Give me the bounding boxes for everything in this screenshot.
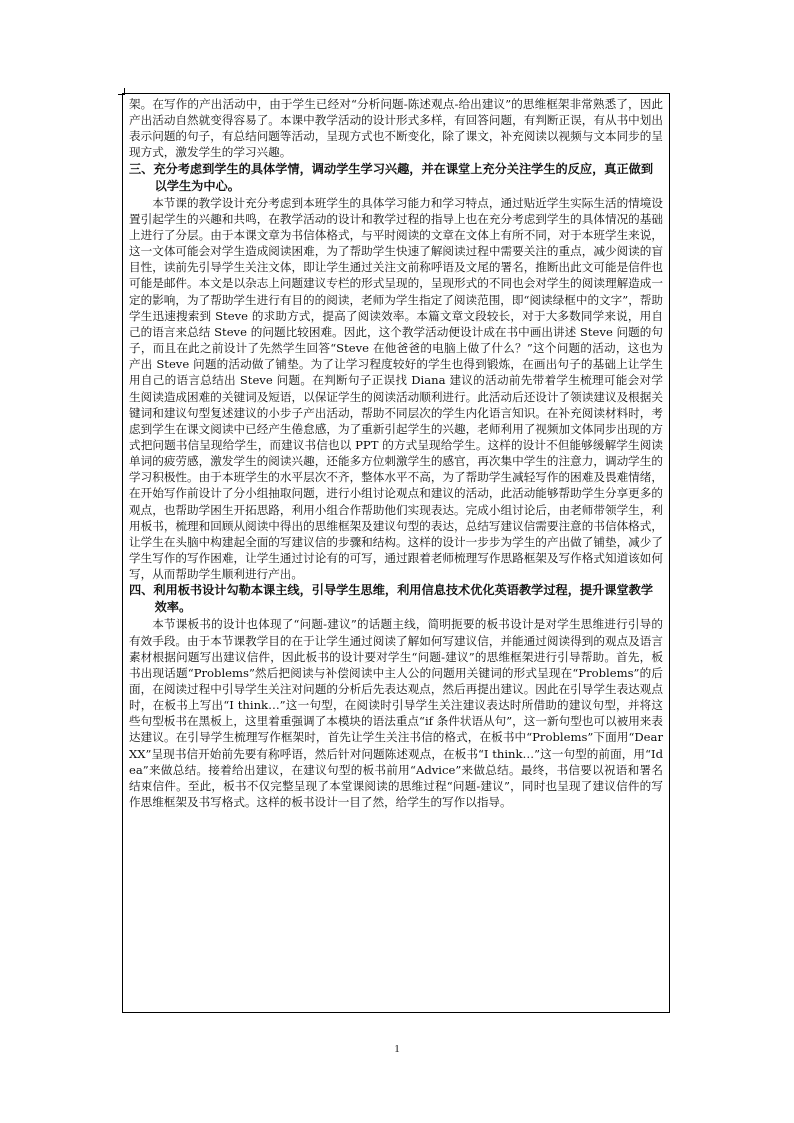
section-4-paragraph: 本节课板书的设计也体现了“问题-建议”的话题主线，简明扼要的板书设计是对学生思维进行引导的有效手段。由于本节课教学目的在于让学生通过阅读了解如何写建议信，并能通过阅读得到的观点及语言素材根据问题写出建议信件，因此板书的设计要对学生“问题-建议”的思维框架进行引导帮助。首先，板书出现话题“Problems”然后把阅读与补偿阅读中主人公的问题用关键词的形式呈现在“Problems”的后面，在阅读过程中引导学生关注对问题的分析后先表达观点，然后再提出建议。因此在引导学生表达观点时，在板书上写出“I think…”这一句型，在阅读时引导学生关注建议表达时所借助的建议句型，并将这些句型板书在黑板上，这里着重强调了本模块的语法重点“if 条件状语从句”，这一新句型也可以被用来表达建议。在引导学生梳理写作框架时，首先让学生关注书信的格式，在板书中“Problems”下面用“DearXX”呈现书信开始前先要有称呼语，然后针对问题陈述观点，在板书“I think…”这一句型的前面，用“Idea”来做总结。接着给出建议，在建议句型的板书前用“Advice”来做总结。最终，书信要以祝语和署名结束信件。至此，板书不仅完整呈现了本堂课阅读的思维过程“问题-建议”，同时也呈现了建议信件的写作思维框架及书写格式。这样的板书设计一目了然，给学生的写作以指导。	[129, 617, 663, 810]
section-4-heading: 四、利用板书设计勾勒本课主线，引导学生思维，利用信息技术优化英语教学过程，提升课堂教学效率。	[129, 583, 654, 615]
section-3-paragraph: 本节课的教学设计充分考虑到本班学生的具体学习能力和学习特点，通过贴近学生实际生活的情境设置引起学生的兴趣和共鸣，在教学活动的设计和教学过程的指导上也在充分考虑到学生的具体情况的基础上进行了分层。由于本课文章为书信体格式，与平时阅读的文章在文体上有所不同，对于本班学生来说，这一文体可能会对学生造成阅读困难，为了帮助学生快速了解阅读过程中需要关注的重点，减少阅读的盲目性，读前先引导学生关注文体，即让学生通过关注文前称呼语及文尾的署名，推断出此文可能是信件也可能是邮件。本文是以杂志上问题建议专栏的形式呈现的，呈现形式的不同也会对学生的阅读理解造成一定的影响，为了帮助学生进行有目的的阅读，老师为学生指定了阅读范围，即“阅读绿框中的文字”，帮助学生迅速搜索到 Steve 的求助方式，提高了阅读效率。本篇文章文段较长，对于大多数同学来说，用自己的语言来总结 Steve 的问题比较困难。因此，这个教学活动便设计成在书中画出讲述 Steve 问题的句子，而且在此之前设计了先然学生回答“Steve 在他爸爸的电脑上做了什么？”这个问题的活动，这也为产出 Steve 问题的活动做了铺垫。为了让学习程度较好的学生也得到锻炼，在画出句子的基础上让学生用自己的语言总结出 Steve 问题。在判断句子正误找 Diana 建议的活动前先带着学生梳理可能会对学生阅读造成困难的关键词及短语，以保证学生的阅读活动顺利进行。此活动后还设计了领读建议及根据关键词和建议句型复述建议的小步子产出活动，帮助不同层次的学生内化语言知识。在补充阅读材料时，考虑到学生在课文阅读中已经产生倦怠感，为了重新引起学生的兴趣，老师利用了视频加文体同步出现的方式把问题书信呈现给学生，而建议书信也以 PPT 的方式呈现给学生。这样的设计不但能够缓解学生阅读单词的疲劳感，激发学生的阅读兴趣，还能多方位刺激学生的感官，再次集中学生的注意力，调动学生的学习积极性。由于本班学生的水平层次不齐，整体水平不高，为了帮助学生减轻写作的困难及畏难情绪，在开始写作前设计了分小组抽取问题，进行小组讨论观点和建议的活动，此活动能够帮助学生分享更多的观点，也帮助学困生开拓思路，利用小组合作帮助他们实现表达。完成小组讨论后，由老师带领学生，利用板书，梳理和回顾从阅读中得出的思维框架及建议句型的表达，总结写建议信需要注意的书信体格式，让学生在头脑中构建起全面的写建议信的步骤和结构。这样的设计一步步为学生的产出做了铺垫，减少了学生写作的写作困难，让学生通过讨论有的可写，通过跟着老师梳理写作思路框架及写作格式知道该如何写，从而帮助学生顺利进行产出。	[129, 195, 663, 582]
section-3-heading: 三、充分考虑到学生的具体学情，调动学生学习兴趣，并在课堂上充分关注学生的反应，真正做到以学生为中心。	[129, 161, 654, 193]
document-text-box	[122, 93, 670, 1013]
page-number: 1	[394, 1043, 400, 1055]
intro-paragraph: 架。在写作的产出活动中，由于学生已经对“分析问题-陈述观点-给出建议”的思维框架非常熟悉了，因此产出活动自然就变得容易了。本课中教学活动的设计形式多样，有回答问题，有判断正误，有从书中划出表示问题的句子，有总结问题等活动，呈现方式也不断变化，除了课文，补充阅读以视频与文本同步的呈现方式，激发学生的学习兴趣。	[129, 97, 663, 160]
